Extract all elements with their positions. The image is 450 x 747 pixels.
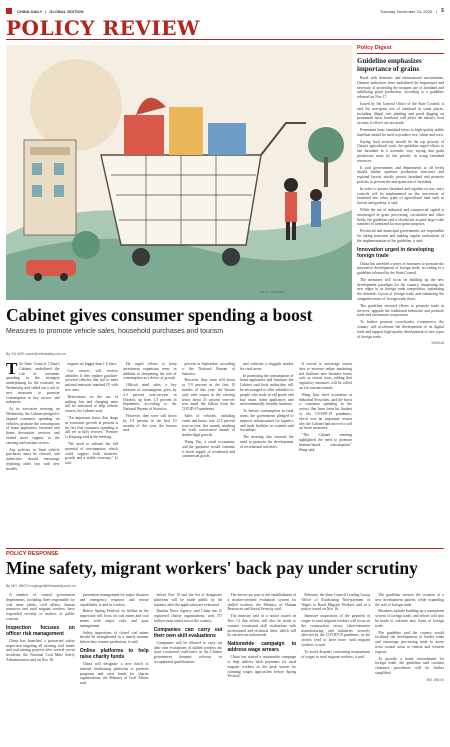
story1-paragraph: In promoting the consumption of home appliances and furniture, the Cabinet said local authorities will be encouraged to offer subsidies to people who trade in old goods and buy smart home appliances and environmentally friendly furniture. [240,373,294,407]
story1-paragraph: Official retail sales, a key measure of consumption, grew by 4.3 percent year-on-year in October, up from 3.3 percent in September, according to the National Bureau of Statistics. [123,383,177,412]
story1-paragraph: he State Council, China's Cabinet, underlined the role of consumer spending as the strongest underpinning for the economy on Wednesday and called out a raft of new measures to promote consumption in key sectors and industries. [6,362,60,405]
illustration-svg [6,45,352,300]
story1-column-4 [182,362,236,540]
story2-byline: By MO JINGXI mojingxi@chinadaily.com.cn [6,584,76,588]
policy-digest-sidebar [357,45,444,545]
story1-body [6,362,352,540]
story2-kicker: POLICY RESPONSE [6,551,59,557]
sidebar-paragraph: China has unveiled a series of measures to promote the innovative development of foreign trade, according to a guideline released by the State Council. [357,261,444,276]
story1-column-2 [65,362,119,540]
story2-paragraph: China has started a nationwide campaign to help address back payments for rural migrant workers as the peak season for claiming wages approaches before Spring Festival. [227,655,297,679]
story1-headline: Cabinet gives consumer spending a boost [6,305,313,325]
sidebar-paragraph: Rural with domestic and international uncertainties, Chinese authorities have underlined the importance and necessity of protecting the margins use of farmland and stabilizing grain production, according to a guideline released on Nov 17. [357,76,444,100]
story2-paragraph: The ministry said in a notice issued on Nov 13 that efforts will also be made to connect vocational skill evaluations with professional and technical titles, which will be carried out nationwide. [227,614,297,638]
story2-subhead: Inspection focuses on officer risk management [6,624,75,637]
story2-paragraph: before Nov 10 and the list of designated platforms will be made public by the ministry after the application are evaluated. [153,593,223,607]
sidebar-paragraph: Issued by the General Office of the State Council, it said the non-grain use of farmland in some places, including illegal tree planting and pond digging on permanent basic farmland, will affect the nation's food security if efforts are not made. [357,101,444,126]
illustration-credit: XIE YU / CHINA DAILY [260,291,286,294]
story1-paragraph: Car owners will receive subsidies if they replace gasoline-powered vehicles that fail to meet national emission standard IV with new ones. [64,368,118,392]
story2-paragraph: The moves are part of the establishment of a market-oriented evaluation system for skilled workers, the Ministry of Human Resources and Social Security said. [227,593,297,612]
sidebar-label: Policy Digest [357,45,444,54]
story2-paragraph: Measures include building up a transparent system of foreign trade, and efforts will also be made to cultivate new forms of foreign trade. [375,609,444,628]
story1-byline: By XU WEI xuwei@chinadaily.com.cn [6,352,67,356]
brand-group [6,8,84,14]
sidebar-paragraph: Provincial and municipal governments are responsible for taking measures and making regular evaluations of the implementation of the guideline, it said. [357,229,444,243]
separator: | [45,8,47,14]
sidebar-body-2 [357,262,444,340]
date-group [380,8,444,14]
story2-column-2 [80,593,149,739]
story1-paragraph: Any policies to limit vehicle purchases must be relaxed, and authorities should encourage replacing older cars with new models. [6,447,60,471]
story2-paragraph: The guideline stresses the creation of a new development pattern, while expanding the role of foreign trade. [375,593,444,607]
story2-column-5 [301,593,370,739]
story1-paragraph: Wang Jian, chief economist at Industrial Securities, said the boost to consumer spending in the sectors that have been hit hardest by the COVID-19 pandemic, which was an important reason why the Cabinet had moved to roll out these measures. [298,392,352,431]
sidebar-paragraph: In order to protect farmland and regulate its use, strict controls will be implemented on the conversion of farmland into other types of agricultural land such as forests and gardens, it said. [357,186,444,206]
story2-paragraph: The guideline said the country would facilitate the development of border trade and encourage processing trade to move from coastal areas to central and western regions. [375,630,444,654]
brand-name: CHINA DAILY [17,8,43,14]
sidebar-paragraph: Permanent basic farmland refers to high-quality arable land that should be used to produce rice, wheat and corn. [357,127,444,137]
story2-paragraph: Intensive inspections of the payment of wages to rural migrant workers will focus on the construction sector, labor-intensive manufacturing and industries severely affected by the COVID-19 pandemic, as the sectors tend to have more rural migrant workers, it said. [301,614,371,647]
story1-paragraph: "We need to unleash the full potential of consumption, which could support both domestic growth and a stable economy," Li said. [64,441,118,466]
story1-paragraph: It vowed to encourage tourist sites to increase online marketing and facilitate new business forms such as virtual tours, adding that regulatory measures will be rolled out for tourism rentals. [298,362,352,390]
story1-paragraph: However, they were still down by 5.9 percent in the first 10 months of this year, the bureau said, with output in the catering sector down 21 percent year-on-year amid the fallout from the COVID-19 pandemic. [181,378,235,412]
sidebar-source: XINHUA [431,341,444,346]
story2-paragraph: China has launched a protracted safety inspection targeting all existing coal mines and coal mining projects after several recent accidents, the National Coal Mine Safety Administration said on Nov 16. [6,638,75,662]
story2-paragraph: Companies will be allowed to carry out their own evaluations of skilled workers and issue vocational certificates as the Chinese government deepens reforms on occupational qualifications. [153,640,223,664]
story2-column-4 [227,593,296,739]
sidebar-paragraph: Saying food security should be the top priority of China's agricultural work, the guideline urged efforts to use farmland in a scientific way, saying that grain production must be the priority in using farmland resources. [357,139,444,163]
story2-column-6 [375,593,444,739]
story1-column-3 [123,362,177,540]
sidebar-paragraph: The guideline stressed efforts to promote trade in services, upgrade the traditional industries and promote trade and investment cooperation. [357,303,444,318]
story2-endmark: MO JINGXI [426,677,444,682]
story2-paragraph: Kunlun News Agency said China has 20 registered charity organizations, with 373 million yuan raised across the country. [153,609,223,623]
section-divider [6,548,444,549]
sidebar-subhead: Innovation urged in developing foreign trade [357,246,434,259]
sidebar-paragraph: The measures will focus on building up the new development paradigm for the country, sharpening the new edges in its foreign trade competition, optimizing the domestic layout of foreign trade and enhancing the competitiveness of foreign trade firms. [357,277,444,302]
story1-paragraph: Wang Yao, a retail economist, said the guidance would continue to boost supply of residential and commercial goods. [181,439,235,459]
story2-headline: Mine safety, migrant workers' back pay under scrutiny [6,558,418,578]
hero-illustration [6,45,352,300]
page-topbar [6,6,444,16]
story1-deck: Measures to promote vehicle sales, household purchases and tourism [6,328,224,335]
story2-paragraph: To provide a better environment for foreign trade, the guideline said customs clearance procedures will be further simplified. [375,656,444,675]
story1-paragraph: engines no bigger than 1.6 liters. [67,362,118,366]
story2-column-3 [154,593,223,739]
sidebar-paragraph: It said governments and departments at all levels should further optimize production structures and regional layout, strictly protect farmland and promote policies to prevent the non-grain use of farmland. [357,165,444,184]
dropcap: T [6,362,18,378]
sidebar-paragraph: To further promote cross-border e-commerce, the country will accelerate the development of its digital trade and support high-quality development of new types of foreign trade. [357,320,444,339]
story2-paragraph: China will designate a new batch of internet fundraising platforms to promote programs and raise funds for charity organizations, the Ministry of Civil Affairs said. [79,661,149,686]
story1-paragraph: He urged efforts to keep investment expansion even, in addition to sharpening the role of consumption as a driver of growth. [123,362,177,381]
story2-body [6,593,444,739]
story2-paragraph: A number of central government departments, including three responsible for coal mine safety, civil affairs, human resources and rural migrant workers, have responded recently to matters of public concern. [6,593,75,621]
story1-paragraph: Restrictions on the use of parking lots and charging units will be enhanced to help vehicle owners, the Cabinet said. [64,394,118,414]
edition-name: GLOBAL EDITION [49,8,84,14]
story1-column-1 [6,362,60,540]
story2-column-1 [6,593,75,739]
story1-paragraph: Sales of vehicles, including trucks and buses, rose 12.5 percent year-on-year last month, marking the sixth consecutive month of double-digit growth. [181,413,235,438]
separator: | [436,8,438,14]
story1-paragraph: To bolster consumption in rural areas, the government pledged to improve infrastructure for logistics and trade facilities in counties and townships. [240,409,294,433]
section-masthead [6,16,444,40]
story1-paragraph: and cultivate a sluggish market for rural areas. [240,362,294,371]
story2-paragraph: To avoid disputes concerning nonpayment of wages to rural migrant workers, it said. [301,649,371,659]
story1-paragraph: "The Cabinet meeting highlighted the need to promote Internet-based consumption," Wang said. [298,433,352,452]
story2-paragraph: February, the State Council Leading Group Office of Eradicating Non-payment of Wages to Rural Migrant Workers said in a notice issued on Nov 16. [301,593,371,612]
story2-paragraph: Safety inspections of closed coal mines should be strengthened in a timely manner before they resume production, it said. [79,630,149,645]
story2-subhead: Companies can carry out their own skill evaluations [153,626,223,639]
issue-date: Tuesday, November 24, 2020 [379,8,433,14]
story1-paragraph: "An important factor that drags on economic growth at present is the fact that consumer spending is still yet to fully recover," Premier Li Keqiang said at the meeting. [64,415,118,440]
page-number: 5 [441,8,444,14]
story1-paragraph: At its executive meeting on Wednesday, the Cabinet pledged to expand consumer spending on vehicles, promote the consumption of home appliances, furniture and home decoration services and extend more support to the catering and tourism sectors. [6,407,60,445]
story1-paragraph: percent in September, according to the National Bureau of Statistics. [181,362,235,376]
sidebar-headline: Guideline emphasizes importance of grains [357,57,422,73]
story1-column-5 [240,362,294,540]
story2-subhead: Nationwide campaign to address wage arrears [227,641,297,654]
story1-column-6 [299,362,353,540]
story2-paragraph: Before Spring Festival, its lifeline in the inspection will focus on coal mines and coal mines with major risks and poor management. [79,609,149,628]
china-daily-logo [6,8,12,14]
story2-subhead: Online platforms to help raise charity funds [79,647,149,660]
sidebar-body [357,76,444,244]
story1-paragraph: However, they were still down by 5.9 percent in the first 10 months of this year, the bureau said. [123,413,177,433]
story1-paragraph: The meeting also stressed the need to promote the development of recreational activities. [240,435,294,449]
story2-paragraph: prevention management for major disasters and emergency response and rescue capabilities, it said in a notice. [79,593,149,607]
sidebar-paragraph: While the use of industrial and commercial capital is encouraged in grain processing, circulation and other fields, the guideline said it should not acquire large-scale transfers of farmland for non-grain purposes. [357,207,444,227]
section-title: POLICY REVIEW [6,15,200,40]
